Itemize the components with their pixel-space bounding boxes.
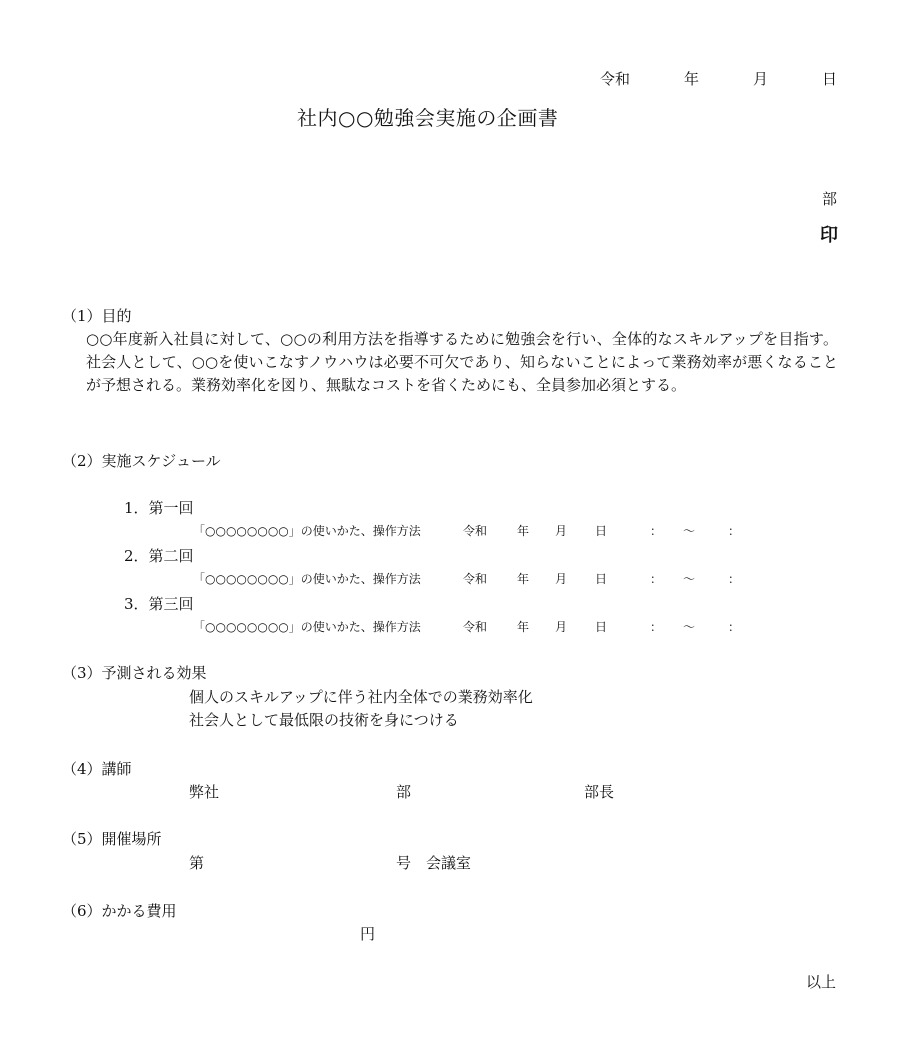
schedule-item-detail <box>193 522 753 538</box>
schedule-end-colon: ： <box>728 572 741 586</box>
section-heading-effects: （3）予測される効果 <box>62 664 207 682</box>
seal-mark: 印 <box>820 225 838 246</box>
schedule-item-detail <box>193 618 753 634</box>
schedule-tilde: ～ <box>683 620 696 634</box>
section-heading-cost: （6）かかる費用 <box>62 902 177 920</box>
schedule-month: 月 <box>555 524 568 538</box>
schedule-item-detail <box>193 570 753 586</box>
venue-room: 号 会議室 <box>396 854 472 872</box>
schedule-topic: 「○○○○○○○○」の使いかた、操作方法 <box>193 572 421 586</box>
schedule-tilde: ～ <box>683 572 696 586</box>
schedule-day: 日 <box>595 524 608 538</box>
schedule-end-colon: ： <box>728 524 741 538</box>
schedule-year: 年 <box>517 524 530 538</box>
date-year: 年 <box>684 70 700 88</box>
date-day: 日 <box>822 70 838 88</box>
purpose-body: ○○年度新入社員に対して、○○の利用方法を指導するために勉強会を行い、全体的なスキルアップを目指す。社会人として、○○を使いこなすノウハウは必要不可欠であり、知らないことによって業務効率が悪くなることが予想される。業務効率化を図り、無駄なコストを省くためにも、全員参加必須とする。 <box>86 330 838 394</box>
schedule-item-label: 2．第二回 <box>124 547 194 565</box>
date-era: 令和 <box>600 70 631 88</box>
schedule-tilde: ～ <box>683 524 696 538</box>
schedule-item-label: 3．第三回 <box>124 595 194 613</box>
schedule-topic: 「○○○○○○○○」の使いかた、操作方法 <box>193 524 421 538</box>
instructor-department: 部 <box>396 783 412 801</box>
date-line <box>600 68 840 88</box>
schedule-era: 令和 <box>463 524 488 538</box>
cost-unit: 円 <box>360 925 376 943</box>
schedule-start-colon: ： <box>650 620 663 634</box>
effect-line: 個人のスキルアップに伴う社内全体での業務効率化 <box>189 688 533 706</box>
closing-mark: 以上 <box>806 973 837 991</box>
section-heading-schedule: （2）実施スケジュール <box>62 452 221 470</box>
schedule-month: 月 <box>555 620 568 634</box>
schedule-start-colon: ： <box>650 572 663 586</box>
schedule-item-label: 1．第一回 <box>124 499 194 517</box>
effect-line: 社会人として最低限の技術を身につける <box>189 711 459 729</box>
schedule-year: 年 <box>517 620 530 634</box>
venue-prefix: 第 <box>189 854 205 872</box>
date-month: 月 <box>753 70 769 88</box>
schedule-era: 令和 <box>463 572 488 586</box>
schedule-topic: 「○○○○○○○○」の使いかた、操作方法 <box>193 620 421 634</box>
document-title: 社内○○勉強会実施の企画書 <box>297 106 559 130</box>
section-heading-venue: （5）開催場所 <box>62 830 162 848</box>
department-label: 部 <box>822 190 838 208</box>
schedule-day: 日 <box>595 572 608 586</box>
section-heading-instructor: （4）講師 <box>62 760 132 778</box>
instructor-position: 部長 <box>584 783 615 801</box>
schedule-era: 令和 <box>463 620 488 634</box>
schedule-month: 月 <box>555 572 568 586</box>
schedule-end-colon: ： <box>728 620 741 634</box>
instructor-company: 弊社 <box>189 783 220 801</box>
section-heading-purpose: （1）目的 <box>62 307 132 325</box>
schedule-start-colon: ： <box>650 524 663 538</box>
schedule-year: 年 <box>517 572 530 586</box>
schedule-day: 日 <box>595 620 608 634</box>
